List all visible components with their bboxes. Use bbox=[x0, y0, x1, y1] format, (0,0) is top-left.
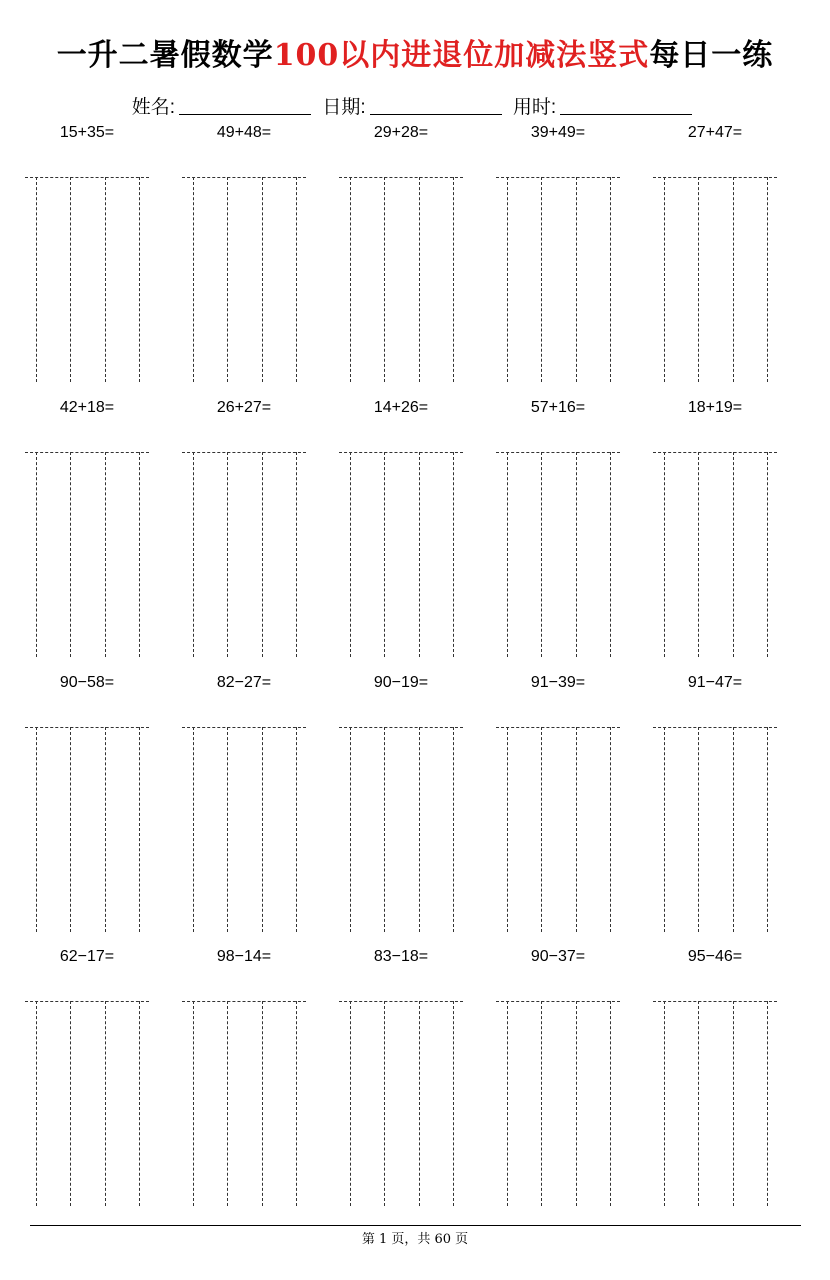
digit-column-line bbox=[453, 177, 454, 382]
problem-label: 90−19= bbox=[373, 674, 429, 691]
digit-column-line bbox=[698, 177, 699, 382]
digit-column-line bbox=[664, 177, 665, 382]
problem-label: 15+35= bbox=[59, 124, 115, 141]
digit-column-line bbox=[70, 452, 71, 657]
digit-column-line bbox=[296, 727, 297, 932]
vertical-calc-box[interactable] bbox=[182, 1001, 306, 1206]
digit-column-line bbox=[610, 452, 611, 657]
vertical-calc-box[interactable] bbox=[496, 452, 620, 657]
box-top-dashed-line bbox=[653, 177, 777, 178]
problem-label: 49+48= bbox=[216, 124, 272, 141]
vertical-calc-box[interactable] bbox=[25, 177, 149, 382]
digit-column-line bbox=[105, 452, 106, 657]
box-top-dashed-line bbox=[25, 1001, 149, 1002]
digit-column-line bbox=[384, 727, 385, 932]
digit-column-line bbox=[419, 177, 420, 382]
time-label: 用时: bbox=[512, 97, 557, 118]
digit-column-line bbox=[139, 1001, 140, 1206]
vertical-calc-box[interactable] bbox=[182, 177, 306, 382]
digit-column-line bbox=[36, 177, 37, 382]
digit-column-line bbox=[453, 727, 454, 932]
digit-column-line bbox=[767, 452, 768, 657]
title-prefix: 一升二暑假数学 bbox=[56, 38, 274, 73]
digit-column-line bbox=[70, 727, 71, 932]
digit-column-line bbox=[193, 452, 194, 657]
digit-column-line bbox=[541, 727, 542, 932]
digit-column-line bbox=[227, 1001, 228, 1206]
digit-column-line bbox=[227, 177, 228, 382]
vertical-calc-box[interactable] bbox=[339, 177, 463, 382]
digit-column-line bbox=[193, 1001, 194, 1206]
box-top-dashed-line bbox=[653, 452, 777, 453]
digit-column-line bbox=[576, 1001, 577, 1206]
vertical-calc-box[interactable] bbox=[496, 727, 620, 932]
digit-column-line bbox=[296, 1001, 297, 1206]
digit-column-line bbox=[698, 1001, 699, 1206]
digit-column-line bbox=[664, 727, 665, 932]
vertical-calc-box[interactable] bbox=[339, 727, 463, 932]
digit-column-line bbox=[507, 1001, 508, 1206]
problem-label: 27+47= bbox=[687, 124, 743, 141]
digit-column-line bbox=[507, 452, 508, 657]
problem-label: 18+19= bbox=[687, 399, 743, 416]
digit-column-line bbox=[262, 1001, 263, 1206]
digit-column-line bbox=[384, 177, 385, 382]
vertical-calc-box[interactable] bbox=[653, 177, 777, 382]
digit-column-line bbox=[698, 727, 699, 932]
digit-column-line bbox=[419, 727, 420, 932]
box-top-dashed-line bbox=[496, 452, 620, 453]
problem-label: 83−18= bbox=[373, 948, 429, 965]
digit-column-line bbox=[139, 727, 140, 932]
vertical-calc-box[interactable] bbox=[25, 727, 149, 932]
digit-column-line bbox=[733, 452, 734, 657]
digit-column-line bbox=[193, 727, 194, 932]
digit-column-line bbox=[384, 452, 385, 657]
digit-column-line bbox=[193, 177, 194, 382]
box-top-dashed-line bbox=[339, 177, 463, 178]
box-top-dashed-line bbox=[182, 727, 306, 728]
title-highlight: 100以内进退位加减法竖式 bbox=[273, 38, 650, 73]
vertical-calc-box[interactable] bbox=[496, 1001, 620, 1206]
digit-column-line bbox=[698, 452, 699, 657]
box-top-dashed-line bbox=[25, 452, 149, 453]
problem-label: 82−27= bbox=[216, 674, 272, 691]
problem-label: 26+27= bbox=[216, 399, 272, 416]
digit-column-line bbox=[70, 1001, 71, 1206]
vertical-calc-box[interactable] bbox=[182, 727, 306, 932]
vertical-calc-box[interactable] bbox=[182, 452, 306, 657]
vertical-calc-box[interactable] bbox=[25, 1001, 149, 1206]
digit-column-line bbox=[296, 177, 297, 382]
problem-label: 90−37= bbox=[530, 948, 586, 965]
box-top-dashed-line bbox=[339, 1001, 463, 1002]
digit-column-line bbox=[139, 177, 140, 382]
box-top-dashed-line bbox=[25, 177, 149, 178]
digit-column-line bbox=[139, 452, 140, 657]
problem-label: 14+26= bbox=[373, 399, 429, 416]
digit-column-line bbox=[36, 452, 37, 657]
problem-label: 90−58= bbox=[59, 674, 115, 691]
digit-column-line bbox=[541, 1001, 542, 1206]
digit-column-line bbox=[576, 177, 577, 382]
digit-column-line bbox=[350, 727, 351, 932]
page-number: 第 1 页，共 60 页 bbox=[361, 1232, 469, 1247]
digit-column-line bbox=[419, 1001, 420, 1206]
digit-column-line bbox=[350, 177, 351, 382]
digit-column-line bbox=[664, 452, 665, 657]
digit-column-line bbox=[262, 452, 263, 657]
digit-column-line bbox=[767, 727, 768, 932]
box-top-dashed-line bbox=[182, 177, 306, 178]
vertical-calc-box[interactable] bbox=[653, 1001, 777, 1206]
title-suffix: 每日一练 bbox=[649, 38, 774, 73]
problem-label: 42+18= bbox=[59, 399, 115, 416]
digit-column-line bbox=[105, 727, 106, 932]
digit-column-line bbox=[541, 452, 542, 657]
digit-column-line bbox=[227, 452, 228, 657]
name-label: 姓名: bbox=[131, 97, 176, 118]
vertical-calc-box[interactable] bbox=[653, 452, 777, 657]
digit-column-line bbox=[733, 1001, 734, 1206]
digit-column-line bbox=[767, 1001, 768, 1206]
problem-label: 91−47= bbox=[687, 674, 743, 691]
digit-column-line bbox=[70, 177, 71, 382]
digit-column-line bbox=[262, 727, 263, 932]
digit-column-line bbox=[453, 1001, 454, 1206]
digit-column-line bbox=[507, 177, 508, 382]
digit-column-line bbox=[576, 452, 577, 657]
box-top-dashed-line bbox=[496, 727, 620, 728]
digit-column-line bbox=[105, 177, 106, 382]
digit-column-line bbox=[610, 727, 611, 932]
digit-column-line bbox=[453, 452, 454, 657]
problem-label: 95−46= bbox=[687, 948, 743, 965]
vertical-calc-box[interactable] bbox=[653, 727, 777, 932]
digit-column-line bbox=[733, 727, 734, 932]
digit-column-line bbox=[664, 1001, 665, 1206]
digit-column-line bbox=[105, 1001, 106, 1206]
digit-column-line bbox=[350, 452, 351, 657]
footer-divider bbox=[30, 1225, 801, 1226]
box-top-dashed-line bbox=[339, 727, 463, 728]
problem-label: 29+28= bbox=[373, 124, 429, 141]
box-top-dashed-line bbox=[182, 1001, 306, 1002]
digit-column-line bbox=[733, 177, 734, 382]
problem-label: 91−39= bbox=[530, 674, 586, 691]
digit-column-line bbox=[384, 1001, 385, 1206]
box-top-dashed-line bbox=[496, 1001, 620, 1002]
box-top-dashed-line bbox=[496, 177, 620, 178]
box-top-dashed-line bbox=[339, 452, 463, 453]
vertical-calc-box[interactable] bbox=[339, 452, 463, 657]
digit-column-line bbox=[36, 727, 37, 932]
date-label: 日期: bbox=[322, 97, 366, 118]
digit-column-line bbox=[767, 177, 768, 382]
digit-column-line bbox=[419, 452, 420, 657]
digit-column-line bbox=[541, 177, 542, 382]
box-top-dashed-line bbox=[25, 727, 149, 728]
vertical-calc-box[interactable] bbox=[339, 1001, 463, 1206]
box-top-dashed-line bbox=[653, 727, 777, 728]
digit-column-line bbox=[507, 727, 508, 932]
problem-label: 39+49= bbox=[530, 124, 586, 141]
digit-column-line bbox=[227, 727, 228, 932]
digit-column-line bbox=[262, 177, 263, 382]
box-top-dashed-line bbox=[182, 452, 306, 453]
vertical-calc-box[interactable] bbox=[496, 177, 620, 382]
problem-label: 57+16= bbox=[530, 399, 586, 416]
problem-label: 62−17= bbox=[59, 948, 115, 965]
digit-column-line bbox=[610, 1001, 611, 1206]
digit-column-line bbox=[350, 1001, 351, 1206]
digit-column-line bbox=[36, 1001, 37, 1206]
digit-column-line bbox=[576, 727, 577, 932]
problem-label: 98−14= bbox=[216, 948, 272, 965]
vertical-calc-box[interactable] bbox=[25, 452, 149, 657]
box-top-dashed-line bbox=[653, 1001, 777, 1002]
digit-column-line bbox=[610, 177, 611, 382]
digit-column-line bbox=[296, 452, 297, 657]
